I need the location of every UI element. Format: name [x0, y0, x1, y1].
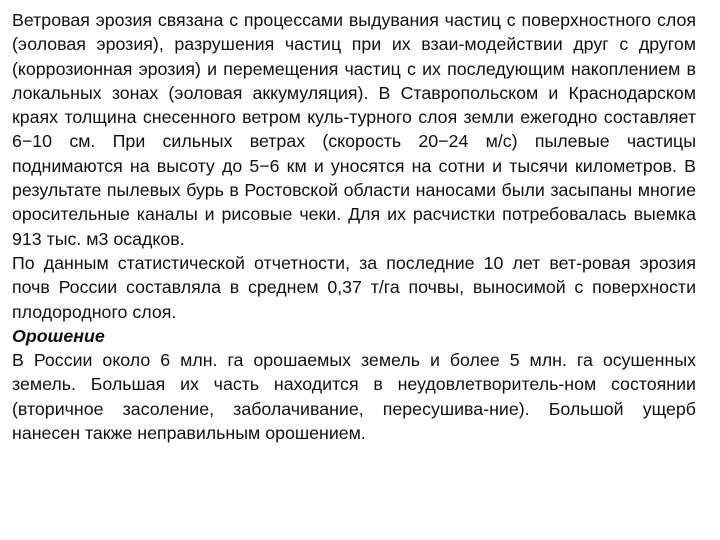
paragraph-erosion-statistics: По данным статистической отчетности, за последние 10 лет вет-ровая эрозия почв России составляла в среднем 0,37 т/га почвы, выносимой с поверхности плодородного слоя.: [12, 252, 696, 322]
paragraph-wind-erosion: Ветровая эрозия связана с процессами выдувания частиц с поверхностного слоя (эоловая эрозия), разрушения частиц при их взаи-модействии друг с другом (коррозионная эрозия) и перемещения частиц с их последующим накоплением в локальных зонах (эоловая аккумуляция). В Ставропольском и Краснодарском краях толщина снесенного ветром куль-турного слоя земли ежегодно составляет 6−10 см. При сильных ветрах (скорость 20−24 м/с) пылевые частицы поднимаются на высоту до 5−6 км и уносятся на сотни и тысячи километров. В результате пылевых бурь в Ростовской области наносами были засыпаны многие оросительные каналы и рисовые чеки. Для их расчистки потребовалась выемка 913 тыс. м3 осадков.: [12, 10, 696, 249]
document-page: [12, 8, 696, 445]
paragraph-irrigated-lands: В России около 6 млн. га орошаемых земель и более 5 млн. га осушенных земель. Большая их часть находится в неудовлетворитель-ном состоянии (вторичное засоление, заболачивание, пересушива-ние). Большой ущерб нанесен также неправильным орошением.: [12, 350, 696, 444]
section-heading-irrigation: Орошение: [12, 325, 105, 346]
